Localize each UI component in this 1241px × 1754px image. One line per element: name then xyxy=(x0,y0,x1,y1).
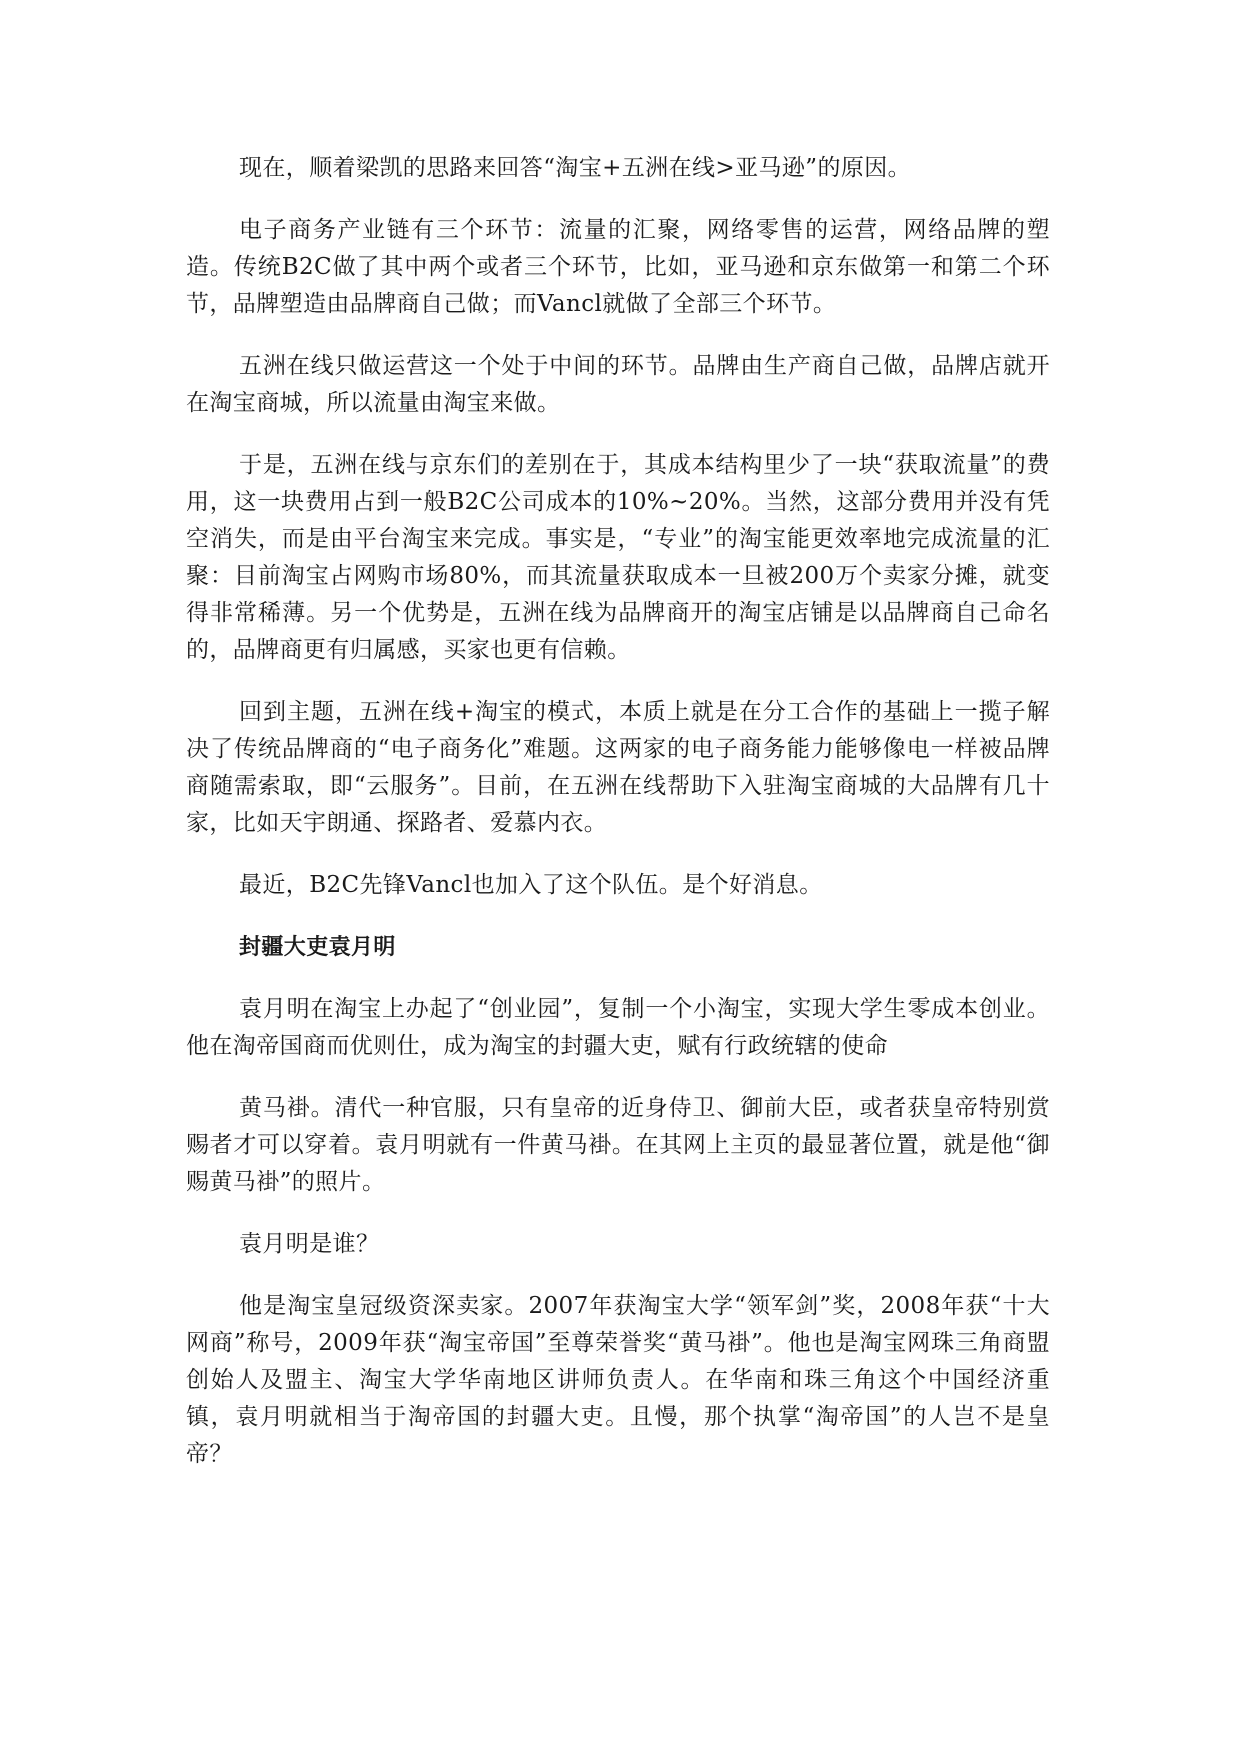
paragraph: 袁月明是谁？ xyxy=(239,1231,380,1257)
section-heading: 封疆大吏袁月明 xyxy=(239,935,396,960)
paragraph: 他是淘宝皇冠级资深卖家。2007年获淘宝大学“领军剑”奖，2008年获“十大网商”称号，2009年获“淘宝帝国”至尊荣誉奖“黄马褂”。他也是淘宝网珠三角商盟创始人及盟主、淘宝大学华南地区讲师负责人。在华南和珠三角这个中国经济重镇，袁月明就相当于淘帝国的封疆大吏。且慢，那个执掌“淘帝国”的人岂不是皇帝？ xyxy=(186,1293,1050,1467)
paragraph: 最近，B2C先锋Vancl也加入了这个队伍。是个好消息。 xyxy=(239,872,823,898)
paragraph: 于是，五洲在线与京东们的差别在于，其成本结构里少了一块“获取流量”的费用，这一块费用占到一般B2C公司成本的10%~20%。当然，这部分费用并没有凭空消失，而是由平台淘宝来完成。事实是，“专业”的淘宝能更效率地完成流量的汇聚：目前淘宝占网购市场80%，而其流量获取成本一旦被200万个卖家分摊，就变得非常稀薄。另一个优势是，五洲在线为品牌商开的淘宝店铺是以品牌商自己命名的，品牌商更有归属感，买家也更有信赖。 xyxy=(186,452,1050,663)
paragraph: 黄马褂。清代一种官服，只有皇帝的近身侍卫、御前大臣，或者获皇帝特别赏赐者才可以穿着。袁月明就有一件黄马褂。在其网上主页的最显著位置，就是他“御赐黄马褂”的照片。 xyxy=(186,1095,1050,1195)
paragraph: 五洲在线只做运营这一个处于中间的环节。品牌由生产商自己做，品牌店就开在淘宝商城，所以流量由淘宝来做。 xyxy=(186,353,1050,416)
paragraph: 电子商务产业链有三个环节：流量的汇聚，网络零售的运营，网络品牌的塑造。传统B2C做了其中两个或者三个环节，比如，亚马逊和京东做第一和第二个环节，品牌塑造由品牌商自己做；而Vancl就做了全部三个环节。 xyxy=(186,217,1050,317)
paragraph: 回到主题，五洲在线+淘宝的模式，本质上就是在分工合作的基础上一揽子解决了传统品牌商的“电子商务化”难题。这两家的电子商务能力能够像电一样被品牌商随需索取，即“云服务”。目前，在五洲在线帮助下入驻淘宝商城的大品牌有几十家，比如天宇朗通、探路者、爱慕内衣。 xyxy=(186,699,1050,836)
document-body xyxy=(186,150,1050,1498)
paragraph: 现在，顺着梁凯的思路来回答“淘宝+五洲在线>亚马逊”的原因。 xyxy=(239,155,912,181)
paragraph: 袁月明在淘宝上办起了“创业园”，复制一个小淘宝，实现大学生零成本创业。他在淘帝国商而优则仕，成为淘宝的封疆大吏，赋有行政统辖的使命 xyxy=(186,996,1050,1059)
